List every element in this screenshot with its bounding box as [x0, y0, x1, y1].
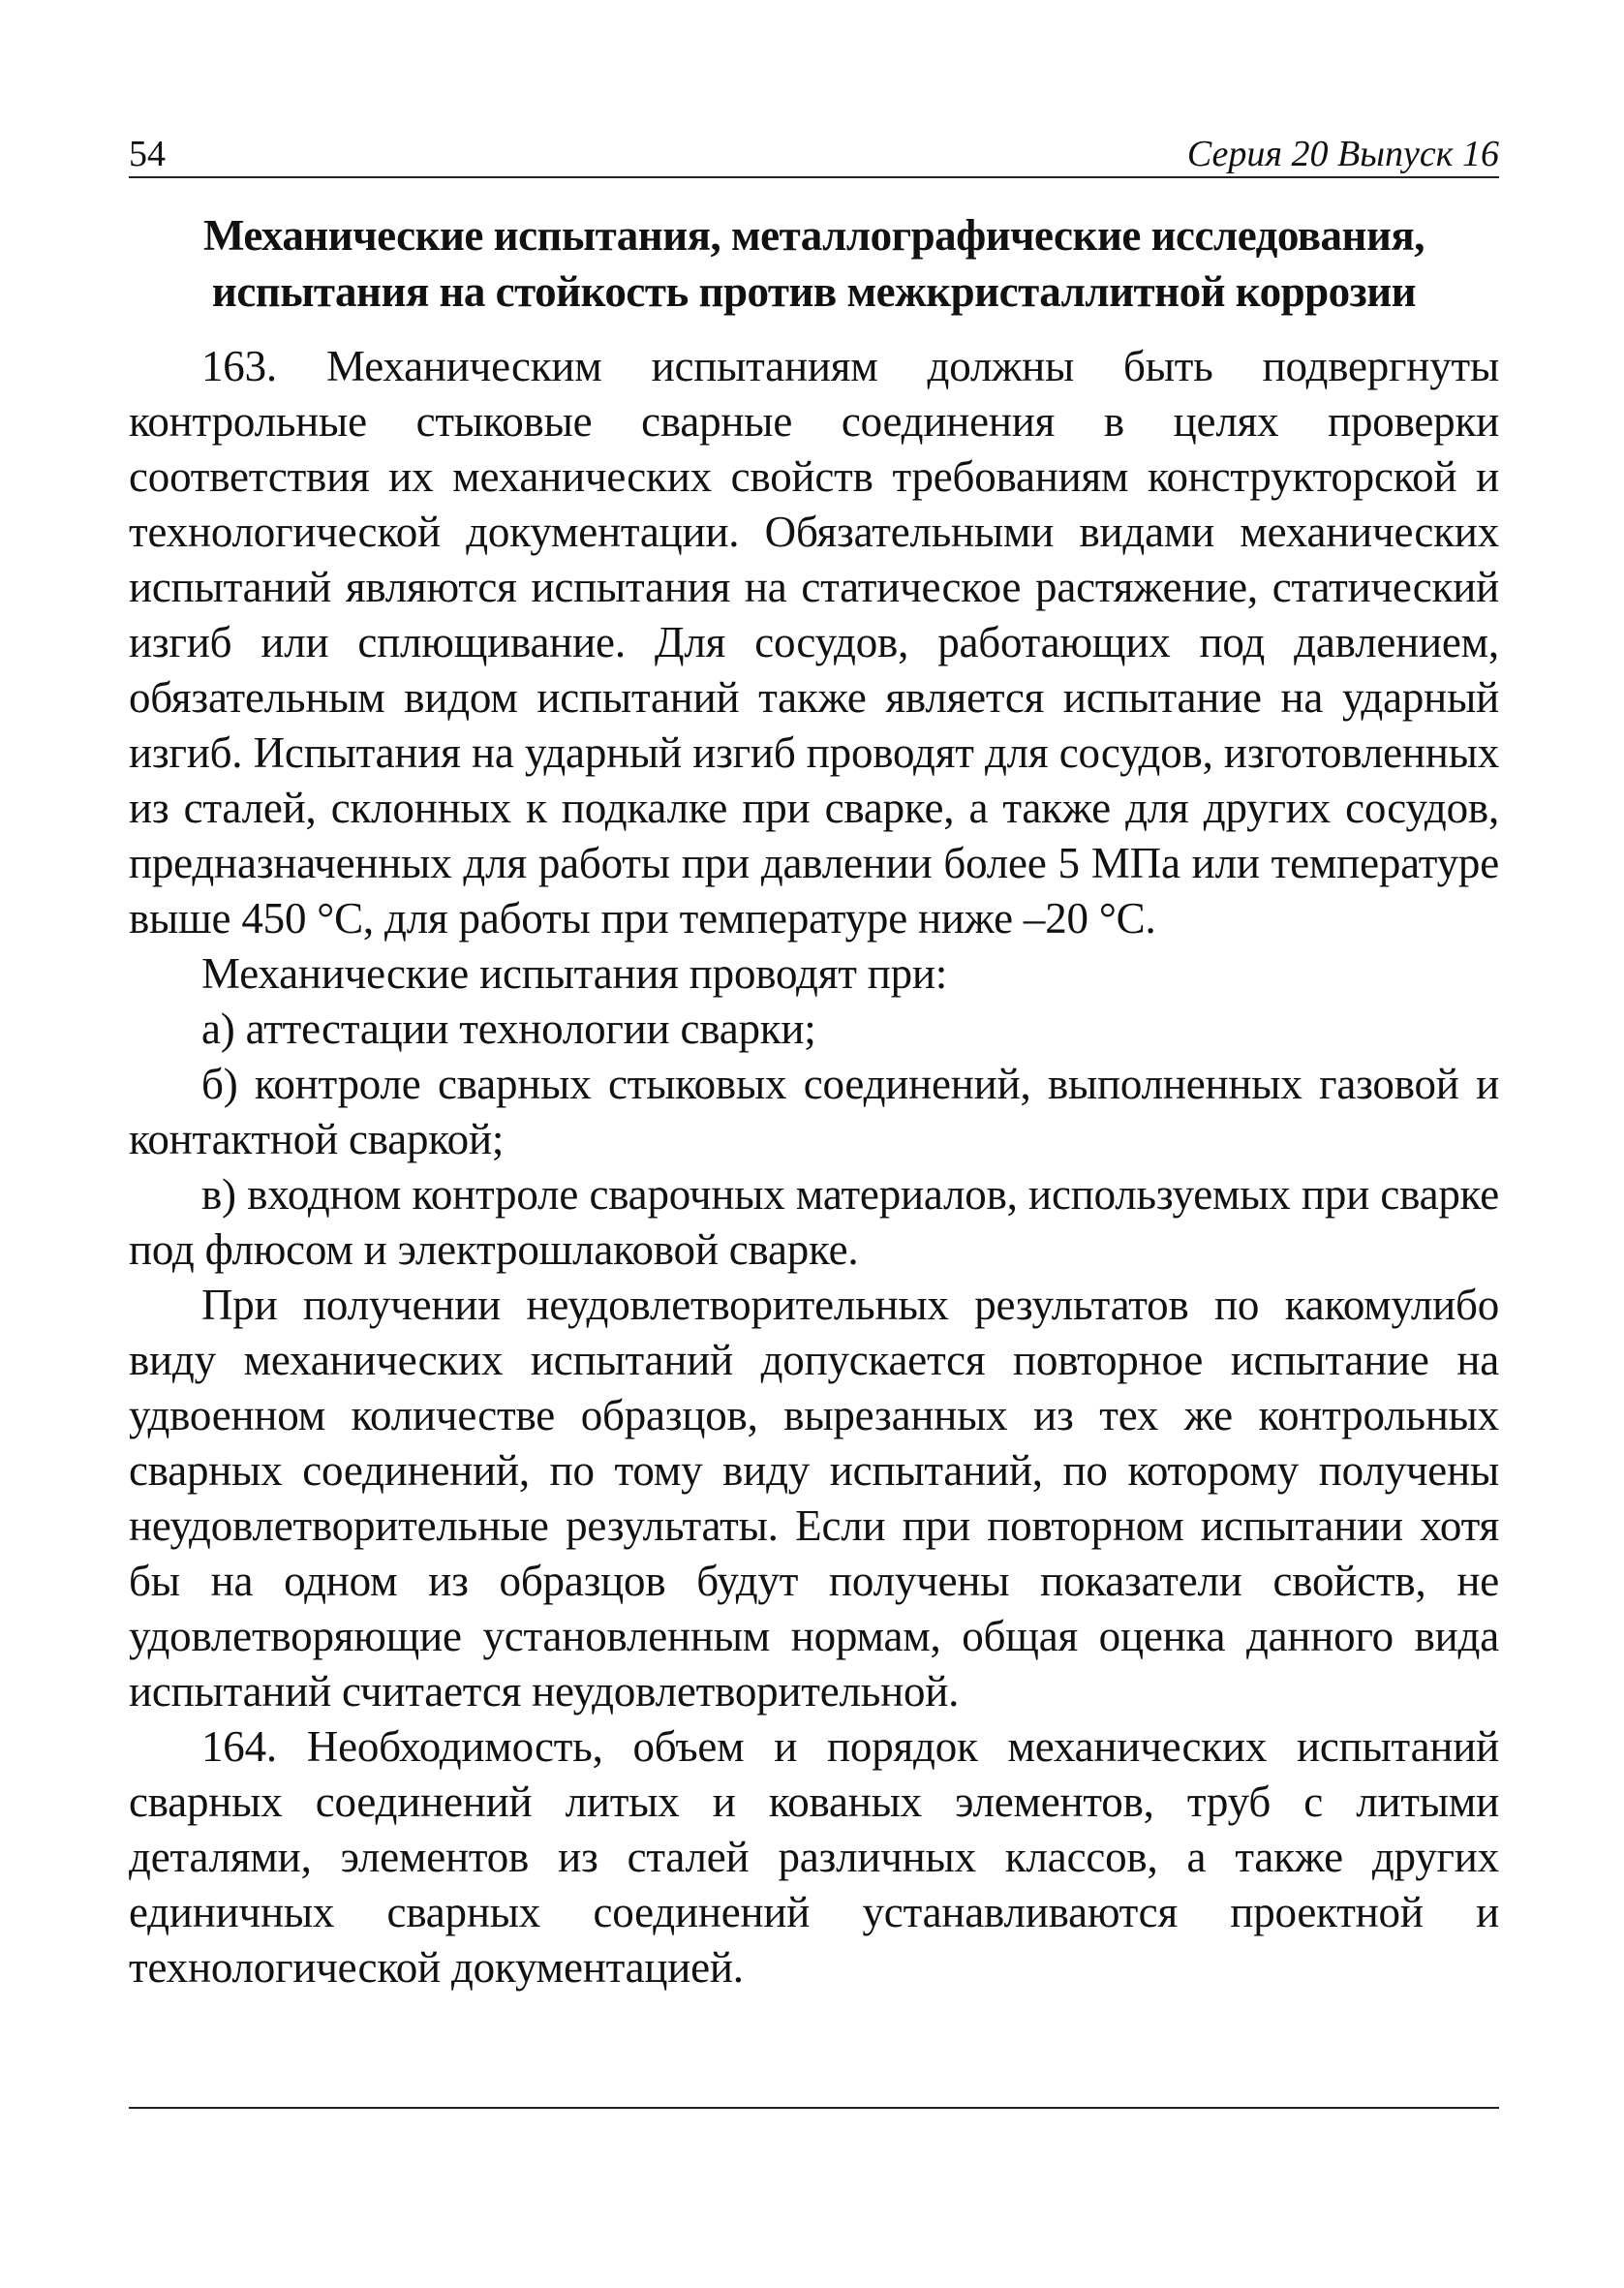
list-item-a: а) аттестации технологии сварки; [201, 1005, 816, 1053]
series-label: Серия 20 Выпуск 16 [1186, 134, 1499, 174]
page-header [129, 126, 1499, 178]
section-title-line-2: испытания на стойкость против межкристаллитной коррозии [211, 267, 1417, 316]
paragraph-164: 164. Необходимость, объем и порядок механических испытаний сварных соединений литых и кованых элементов, труб с литыми деталями, элементов из сталей различных классов, а также других единичных сварных соединений устанавливаются проектной и технологической документацией. [129, 1722, 1499, 1992]
paragraph-list-intro: Механические испытания проводят при: [201, 949, 948, 998]
section-title-line-1: Механические испытания, металлографические исследования, [202, 211, 1425, 260]
page-number: 54 [129, 134, 166, 174]
paragraph-retest: При получении неудовлетворительных результатов по какомулибо виду механических испытаний допускается повторное испытание на удвоенном количестве образцов, вырезанных из тех же контрольных сварных соединений, по тому виду испытаний, по которому получены неудовлетворительные результаты. Если при повторном испытании хотя бы на одном из образцов будут получены показатели свойств, не удовлетворяющие установленным нормам, общая оценка данного вида испытаний считается неудовлетворительной. [129, 1281, 1499, 1716]
footer-divider [129, 2107, 1499, 2109]
body-text [129, 339, 1499, 1995]
paragraph-163: 163. Механическим испытаниям должны быть подвергнуты контрольные стыковые сварные соединения в целях проверки соответствия их механических свойств требованиям конструкторской и технологической документации. Обязательными видами механических испытаний являются испытания на статическое растяжение, статический изгиб или сплющивание. Для сосудов, работающих под давлением, обязательным видом испытаний также является испытание на ударный изгиб. Испытания на ударный изгиб проводят для сосудов, изготовленных из сталей, склонных к подкалке при сварке, а также для других сосудов, предназначенных для работы при давлении более 5 МПа или температуре выше 450 °С, для работы при температуре ниже –20 °С. [129, 342, 1499, 943]
section-title [129, 207, 1499, 320]
document-page [129, 126, 1499, 1995]
list-item-c: в) входном контроле сварочных материалов, используемых при сварке под флюсом и электрошлаковой сварке. [129, 1170, 1499, 1274]
list-item-b: б) контроле сварных стыковых соединений, выполненных газовой и контактной сваркой; [129, 1060, 1499, 1163]
